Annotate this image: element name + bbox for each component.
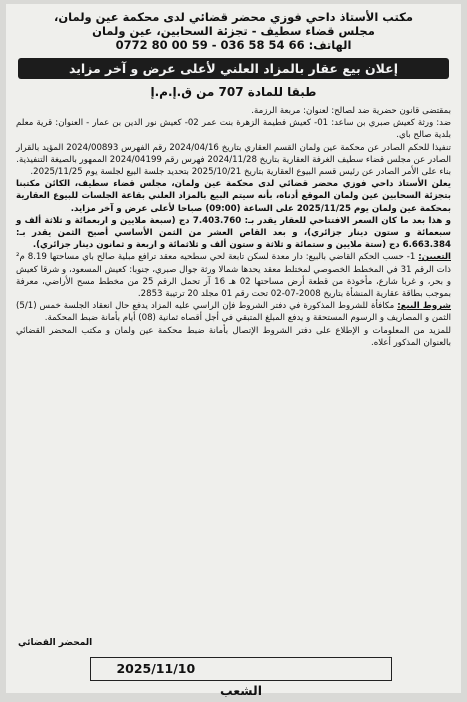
paragraph-conditions [16, 300, 451, 324]
paragraph-basis: بمقتضى قانون حضرية ضد لصالح: لعنوان: مربعة الرزمة. [251, 106, 451, 116]
conditions-text: مكافأة للشروط المذكورة في دفتر الشروط فإن الراسي عليه المزاد يدفع حال انعقاد الجلسة خمس (5/1) الثمن و المصاريف و الرسوم المستحقة و يدفع المبلغ المتبقي في أجل أقصاه ثمانية (08) أيام بأمانة ضبط المحكمة. [16, 301, 451, 324]
designation-text: 1- حسب الحكم القاضي بالبيع: دار معدة لسكن تابعة لحي سطحيه معقد ترافع مبلية صالح باي مساحتها 8.19 م² ذات الرقم 31 في المخطط الخصوصي لمختلط معقد يحدها شمالا ورثة جوال صبري، جنوبا: كعيش المسعود، و شرقا كعيش و بحر، و غربا شارع، مأخوذة من قطعة أرض مساحتها 02 هـ 16 آر تحمل الرقم 25 من مخطط مسح الأراضي، معرفة بموجب بطاقة عقارية المنشأة بتاريخ 2008-07-02 تحت رقم 01 مجلد 20 ترتيبة 2853. [16, 252, 451, 300]
publication-footer [90, 657, 392, 698]
paragraph-announcement: يعلن الأستاذ داحي فوزي محضر قضائي لدى محكمة عين ولمان، مجلس قضاء سطيف، الكائن مكتبنا بتجزئة السحابين عين ولمان الموقع أدناه، بأنه سيتم البيع بالمزاد العلني بقاعة الجلسات للبيوع العقارية بمحكمة عين ولمان يوم 2025/11/25 على الساعة (09:00) صباحا لأعلى عرض و آخر مزايد. [16, 179, 451, 214]
office-line-1: مكتب الأستاذ داحي فوزي محضر قضائي لدى محكمة عين ولمان، [54, 10, 413, 24]
paragraph-judgment: تنفيذا للحكم الصادر عن محكمة عين ولمان القسم العقاري بتاريخ 2024/04/16 رقم الفهرس 2024/00893 المؤيد بالقرار الصادر عن مجلس قضاء سطيف الغرفة العقارية بتاريخ 2024/11/28 فهرس رقم 2024/04199 الممهور بالصيغة التنفيذية. [16, 142, 451, 165]
paragraph-order: بناء على الأمر الصادر عن رئيس قسم البيوع العقارية بتاريخ 2025/10/21 بتحديد جلسة البيع لجلسة يوم 2025/11/25. [30, 167, 451, 178]
paragraph-price: و هذا بعد ما كان السعر الافتتاحي للعقار يقدر بـ: 7.403.760 دج (سبعة ملايين و اربعمائة و ثلاثة ألف و سبعمائة و ستون دينار جزائري)، و بعد القاص العشر من الثمن الأساسي أصبح الثمن يقدر بـ: 6.663.384 دج (ستة ملايين و ستمائة و ثلاثة و ستون ألف و ثلاثمائة و اربعة و ثمانون دينار جزائري). [16, 215, 451, 251]
conditions-label: شروط البيع: [397, 301, 451, 312]
office-phone: الهاتف: 66 54 58 036 - 59 00 80 0772 [115, 38, 352, 52]
signature: المحضر القضائي [18, 638, 93, 648]
paragraph-designation [16, 251, 451, 300]
publication-date: 2025/11/10 [116, 661, 196, 676]
notice-banner: إعلان بيع عقار بالمزاد العلني لأعلى عرض و آخر مزايد [18, 58, 449, 79]
notice-subtitle: طبقا للمادة 707 من ق.إ.م.إ [150, 85, 317, 99]
paragraph-contact: للمزيد من المعلومات و الإطلاع على دفتر الشروط الإتصال بأمانة ضبط محكمة عين ولمان و مكتب المحضر القضائي بالعنوان المذكور أعلاه. [16, 325, 451, 348]
office-line-2: مجلس قضاء سطيف - تجزئة السحابين، عين ولمان [92, 24, 375, 38]
legal-notice-page [6, 4, 461, 698]
paragraph-against: ضد: ورثة كعيش صبري بن ساعد: 01- كعيش فطيمة الزهرة بنت عمر 02- كعيش نور الدين بن عمار - العنوان: قرية معلم بلدية صالح باي. [16, 118, 451, 141]
notice-body [16, 105, 451, 349]
newspaper-name: الشعب [220, 683, 262, 698]
designation-label: التعيين: [418, 252, 451, 263]
office-header [6, 10, 461, 52]
